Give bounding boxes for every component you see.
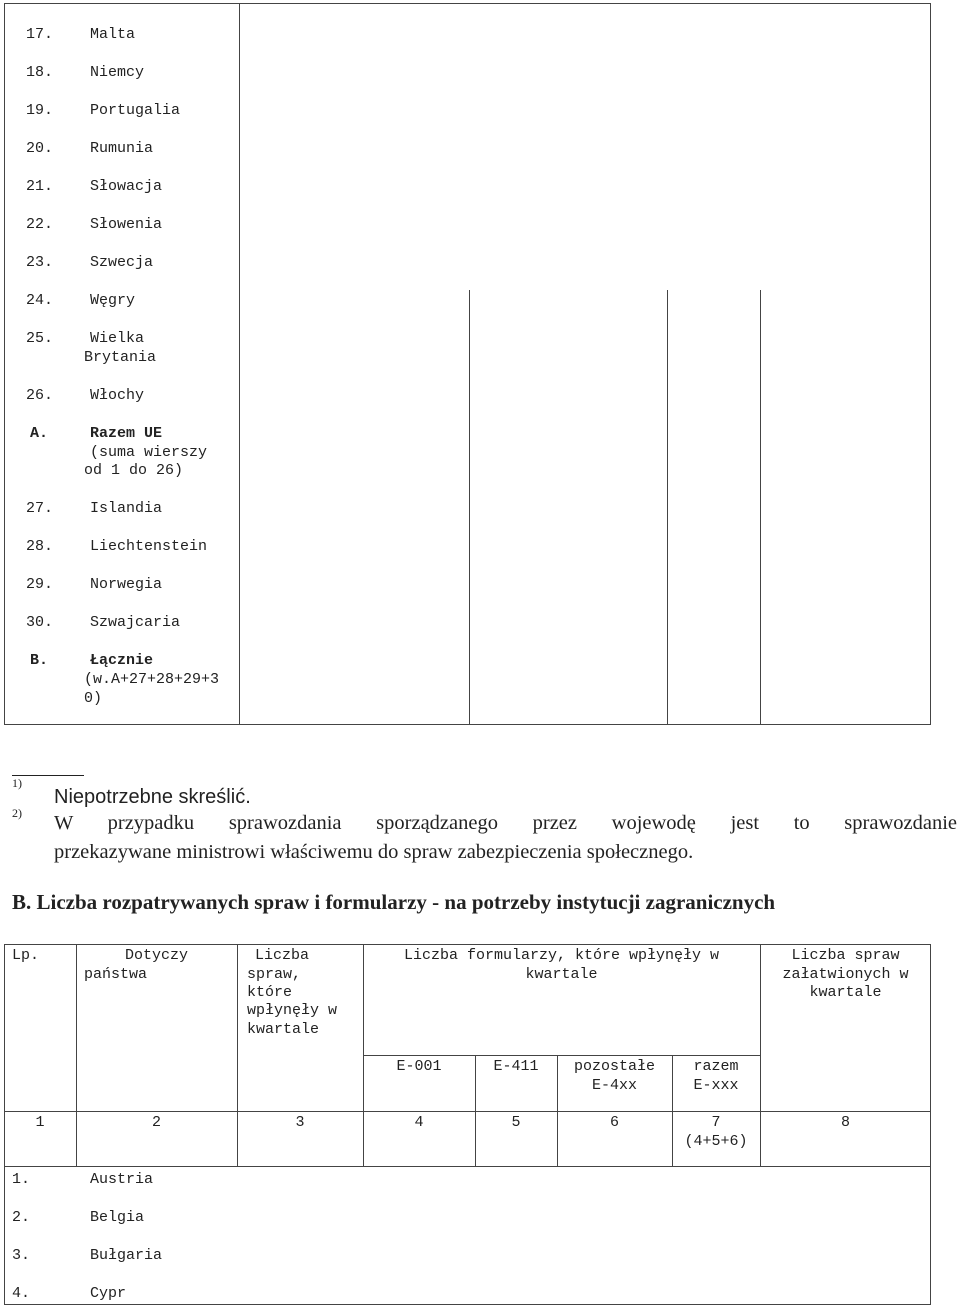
row-country-continued: 0) xyxy=(84,690,103,707)
row-number: 25. xyxy=(26,330,54,347)
header-cases: wpłynęły w xyxy=(247,1002,338,1019)
column-number: 5 xyxy=(511,1114,521,1131)
column-number: 6 xyxy=(609,1114,619,1131)
row-number: 30. xyxy=(26,614,54,631)
header-settled: kwartale xyxy=(809,984,882,1001)
row-number: 3. xyxy=(12,1247,31,1264)
row-number: 23. xyxy=(26,254,54,271)
header-total: E-xxx xyxy=(693,1077,739,1094)
bottom-table-header-line xyxy=(4,1111,931,1112)
top-table-border-top xyxy=(4,3,931,4)
row-country-continued: (suma wierszy xyxy=(90,444,208,461)
top-table-border-right xyxy=(930,3,931,725)
footnote-mark-2: 2) xyxy=(12,806,22,820)
row-country: Portugalia xyxy=(90,102,181,119)
row-country-continued: od 1 do 26) xyxy=(84,462,184,479)
header-settled: Liczba spraw xyxy=(791,947,900,964)
footnote-text-2-continued: przekazywane ministrowi właściwemu do spraw zabezpieczenia społecznego. xyxy=(54,841,694,863)
row-number: 24. xyxy=(26,292,54,309)
row-country: Słowenia xyxy=(90,216,163,233)
top-table-divider xyxy=(760,290,761,725)
row-number: B. xyxy=(30,652,49,669)
header-cases: Liczba xyxy=(254,947,309,964)
header-country: Dotyczy xyxy=(124,947,188,964)
column-number: 2 xyxy=(151,1114,161,1131)
row-country: Belgia xyxy=(90,1209,145,1226)
header-forms: kwartale xyxy=(525,966,598,983)
footnote-mark-1: 1) xyxy=(12,776,22,790)
header-forms: Liczba formularzy, które wpłynęły w xyxy=(403,947,720,964)
footnote-separator xyxy=(12,775,84,776)
row-country: Austria xyxy=(90,1171,154,1188)
header-other: pozostałe xyxy=(573,1058,655,1075)
header-lp: Lp. xyxy=(12,947,40,964)
header-e001: E-001 xyxy=(396,1058,442,1075)
row-number: 1. xyxy=(12,1171,31,1188)
row-country: Norwegia xyxy=(90,576,163,593)
top-table-divider xyxy=(239,3,240,725)
row-number: 4. xyxy=(12,1285,31,1302)
row-number: 2. xyxy=(12,1209,31,1226)
row-country: Islandia xyxy=(90,500,163,517)
row-country-continued: (w.A+27+28+29+3 xyxy=(84,671,220,688)
row-number: 21. xyxy=(26,178,54,195)
column-number-note: (4+5+6) xyxy=(684,1133,748,1150)
header-other: E-4xx xyxy=(591,1077,637,1094)
row-country: Bułgaria xyxy=(90,1247,163,1264)
row-number: 20. xyxy=(26,140,54,157)
top-table-border-left xyxy=(4,3,5,725)
row-country: Szwecja xyxy=(90,254,154,271)
top-table-divider xyxy=(667,290,668,725)
row-number: 22. xyxy=(26,216,54,233)
column-number: 4 xyxy=(414,1114,424,1131)
bottom-table-numbers-line xyxy=(4,1166,931,1167)
row-country-continued: Brytania xyxy=(84,349,157,366)
section-title: B. Liczba rozpatrywanych spraw i formularzy - na potrzeby instytucji zagranicznych xyxy=(12,890,776,914)
column-number: 1 xyxy=(35,1114,45,1131)
top-table-border-bottom xyxy=(4,724,931,725)
row-country: Włochy xyxy=(90,387,145,404)
header-settled: załatwionych w xyxy=(782,966,909,983)
header-cases: spraw, xyxy=(247,966,302,983)
row-country: Niemcy xyxy=(90,64,145,81)
bottom-table-border-top xyxy=(4,944,931,945)
row-country: Razem UE xyxy=(90,425,163,442)
footnote-text-2: W przypadku sprawozdania sporządzanego przez wojewodę jest to sprawozdanie xyxy=(54,812,957,834)
row-number: 28. xyxy=(26,538,54,555)
column-number: 8 xyxy=(840,1114,850,1131)
header-country: państwa xyxy=(84,966,148,983)
row-number: 17. xyxy=(26,26,54,43)
bottom-table-subheader-line xyxy=(363,1055,760,1056)
row-country: Słowacja xyxy=(90,178,163,195)
row-country: Łącznie xyxy=(90,652,154,669)
row-number: 19. xyxy=(26,102,54,119)
row-country: Liechtenstein xyxy=(90,538,208,555)
row-country: Węgry xyxy=(90,292,136,309)
row-country: Rumunia xyxy=(90,140,154,157)
row-country: Cypr xyxy=(90,1285,127,1302)
row-number: 26. xyxy=(26,387,54,404)
row-number: 18. xyxy=(26,64,54,81)
row-country: Wielka xyxy=(90,330,145,347)
row-number: 27. xyxy=(26,500,54,517)
header-cases: kwartale xyxy=(247,1021,320,1038)
header-cases: które xyxy=(247,984,293,1001)
row-number: 29. xyxy=(26,576,54,593)
footnote-text-1: Niepotrzebne skreślić. xyxy=(54,786,251,808)
bottom-table-divider xyxy=(76,944,77,1166)
row-country: Malta xyxy=(90,26,136,43)
header-total: razem xyxy=(693,1058,739,1075)
row-number: A. xyxy=(30,425,49,442)
bottom-table-divider xyxy=(237,944,238,1166)
top-table-divider xyxy=(469,290,470,725)
row-country: Szwajcaria xyxy=(90,614,181,631)
header-e411: E-411 xyxy=(493,1058,539,1075)
column-number: 7 xyxy=(711,1114,721,1131)
column-number: 3 xyxy=(295,1114,305,1131)
